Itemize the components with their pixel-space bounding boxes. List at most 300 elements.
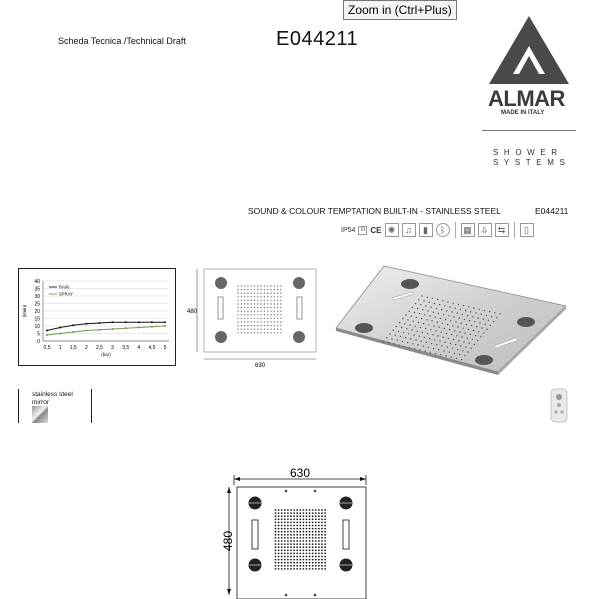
nozzle xyxy=(418,299,419,300)
legend-label: RAIN xyxy=(59,284,70,290)
nozzle xyxy=(281,556,283,558)
nozzle xyxy=(427,310,428,311)
nozzle xyxy=(318,546,320,548)
nozzle xyxy=(244,318,245,319)
big-width-label: 630 xyxy=(289,466,311,480)
nozzle xyxy=(321,565,323,567)
nozzle xyxy=(417,344,418,345)
nozzle xyxy=(309,525,311,527)
nozzle xyxy=(422,309,423,310)
nozzle xyxy=(274,289,275,290)
nozzle xyxy=(441,345,442,346)
nozzle xyxy=(471,325,472,326)
nozzle xyxy=(237,293,238,294)
nozzle xyxy=(318,522,320,524)
nozzle xyxy=(312,525,314,527)
nozzle xyxy=(303,537,305,539)
nozzle xyxy=(455,344,456,345)
nozzle xyxy=(321,543,323,545)
nozzle xyxy=(463,305,464,306)
nozzle xyxy=(244,332,245,333)
nozzle xyxy=(244,300,245,301)
nozzle xyxy=(267,307,268,308)
nozzle xyxy=(443,314,444,315)
nozzle xyxy=(264,285,265,286)
nozzle xyxy=(436,308,437,309)
nozzle xyxy=(432,334,433,335)
nozzle xyxy=(260,318,261,319)
nozzle xyxy=(461,359,462,360)
nozzle xyxy=(306,531,308,533)
nozzle xyxy=(290,509,292,511)
nozzle xyxy=(318,556,320,558)
nozzle xyxy=(324,559,326,561)
nozzle xyxy=(284,518,286,520)
small-width-label: 630 xyxy=(254,363,266,368)
nozzle xyxy=(428,347,429,348)
nozzle xyxy=(270,332,271,333)
brand-systems-line1: SHOWER xyxy=(493,148,563,157)
nozzle xyxy=(281,531,283,533)
nozzle xyxy=(284,543,286,545)
nozzle xyxy=(275,546,277,548)
nozzle xyxy=(278,565,280,567)
nozzle xyxy=(309,565,311,567)
nozzle xyxy=(425,351,426,352)
nozzle xyxy=(459,318,460,319)
nozzle xyxy=(473,307,474,308)
nozzle xyxy=(284,562,286,564)
nozzle xyxy=(284,546,286,548)
nozzle xyxy=(296,565,298,567)
nozzle xyxy=(403,332,404,333)
nozzle xyxy=(287,568,289,570)
nozzle xyxy=(254,300,255,301)
nozzle xyxy=(284,553,286,555)
nozzle xyxy=(281,518,283,520)
nozzle xyxy=(293,562,295,564)
data-point-spray xyxy=(85,330,87,332)
nozzle xyxy=(296,562,298,564)
nozzle xyxy=(425,305,426,306)
nozzle xyxy=(303,528,305,530)
nozzle xyxy=(257,318,258,319)
nozzle xyxy=(415,339,416,340)
nozzle xyxy=(247,300,248,301)
nozzle xyxy=(437,299,438,300)
nozzle xyxy=(254,321,255,322)
light-bulb-icon: ✺ xyxy=(385,223,399,237)
nozzle xyxy=(257,329,258,330)
nozzle xyxy=(274,311,275,312)
nozzle xyxy=(244,296,245,297)
nozzle xyxy=(306,553,308,555)
nozzle xyxy=(393,330,394,331)
nozzle xyxy=(241,293,242,294)
nozzle xyxy=(396,326,397,327)
nozzle xyxy=(315,562,317,564)
nozzle xyxy=(281,525,283,527)
nozzle xyxy=(303,562,305,564)
nozzle xyxy=(247,329,248,330)
big-height-label: 480 xyxy=(221,530,235,552)
nozzle xyxy=(241,285,242,286)
nozzle xyxy=(446,310,447,311)
brand-name: ALMAR xyxy=(488,86,565,111)
nozzle xyxy=(459,331,460,332)
nozzle xyxy=(281,540,283,542)
nozzle xyxy=(275,565,277,567)
nozzle xyxy=(264,307,265,308)
nozzle xyxy=(290,515,292,517)
nozzle xyxy=(318,543,320,545)
nozzle xyxy=(324,553,326,555)
nozzle xyxy=(296,546,298,548)
nozzle xyxy=(278,559,280,561)
nozzle xyxy=(275,540,277,542)
nozzle xyxy=(480,336,481,337)
nozzle xyxy=(437,335,438,336)
data-point-rain xyxy=(125,321,127,323)
nozzle xyxy=(309,546,311,548)
nozzle xyxy=(270,285,271,286)
nozzle xyxy=(274,296,275,297)
nozzle xyxy=(274,321,275,322)
nozzle xyxy=(309,553,311,555)
nozzle xyxy=(414,312,415,313)
nozzle xyxy=(280,296,281,297)
nozzle xyxy=(383,341,384,342)
nozzle xyxy=(312,562,314,564)
nozzle xyxy=(281,515,283,517)
nozzle xyxy=(280,314,281,315)
nozzle xyxy=(284,537,286,539)
nozzle xyxy=(284,509,286,511)
nozzle xyxy=(474,344,475,345)
nozzle xyxy=(287,525,289,527)
nozzle xyxy=(409,324,410,325)
nozzle xyxy=(436,344,437,345)
nozzle xyxy=(284,531,286,533)
nozzle xyxy=(287,522,289,524)
nozzle xyxy=(299,531,301,533)
nozzle xyxy=(324,515,326,517)
nozzle xyxy=(453,303,454,304)
nozzle xyxy=(454,330,455,331)
nozzle xyxy=(487,329,488,330)
nozzle xyxy=(465,346,466,347)
nozzle xyxy=(306,509,308,511)
x-axis-label: (bar) xyxy=(101,352,111,357)
nozzle xyxy=(404,346,405,347)
nozzle xyxy=(237,318,238,319)
nozzle xyxy=(324,531,326,533)
nozzle xyxy=(324,549,326,551)
nozzle xyxy=(458,340,459,341)
nozzle xyxy=(419,336,420,337)
nozzle xyxy=(303,565,305,567)
nozzle xyxy=(280,311,281,312)
nozzle xyxy=(402,318,403,319)
nozzle xyxy=(312,518,314,520)
data-point-rain xyxy=(85,323,87,325)
material-frame-right xyxy=(91,389,92,423)
nozzle xyxy=(281,509,283,511)
x-tick-label: 2,5 xyxy=(95,345,103,351)
y-tick-label: 30 xyxy=(34,293,40,300)
nozzle xyxy=(257,314,258,315)
nozzle xyxy=(306,568,308,570)
data-point-spray xyxy=(164,325,166,327)
nozzle xyxy=(237,289,238,290)
nozzle xyxy=(421,318,422,319)
nozzle xyxy=(293,553,295,555)
nozzle xyxy=(244,285,245,286)
nozzle xyxy=(237,285,238,286)
nozzle xyxy=(399,345,400,346)
nozzle xyxy=(477,317,478,318)
nozzle xyxy=(277,332,278,333)
nozzle xyxy=(422,332,423,333)
nozzle xyxy=(315,537,317,539)
material-name: stainless steel xyxy=(32,391,73,398)
nozzle xyxy=(318,549,320,551)
nozzle xyxy=(290,559,292,561)
nozzle xyxy=(449,306,450,307)
nozzle xyxy=(296,518,298,520)
x-tick-label: 4,5 xyxy=(148,345,156,351)
nozzle xyxy=(455,308,456,309)
nozzle xyxy=(303,553,305,555)
nozzle xyxy=(410,338,411,339)
nozzle xyxy=(293,543,295,545)
nozzle xyxy=(293,546,295,548)
nozzle xyxy=(296,559,298,561)
nozzle xyxy=(278,509,280,511)
nozzle xyxy=(296,515,298,517)
nozzle xyxy=(415,303,416,304)
nozzle xyxy=(321,512,323,514)
nozzle xyxy=(280,321,281,322)
nozzle xyxy=(431,320,432,321)
nozzle xyxy=(457,326,458,327)
material-finish: mirror xyxy=(32,399,49,406)
nozzle xyxy=(254,303,255,304)
nozzle xyxy=(264,325,265,326)
nozzle xyxy=(324,518,326,520)
nozzle xyxy=(451,311,452,312)
nozzle xyxy=(431,343,432,344)
nozzle xyxy=(315,509,317,511)
nozzle xyxy=(439,327,440,328)
nozzle xyxy=(251,318,252,319)
nozzle xyxy=(467,315,468,316)
nozzle xyxy=(306,543,308,545)
nozzle xyxy=(274,314,275,315)
nozzle xyxy=(321,531,323,533)
nozzle xyxy=(241,296,242,297)
nozzle xyxy=(277,311,278,312)
nozzle xyxy=(274,332,275,333)
nozzle xyxy=(429,315,430,316)
y-tick-label: 20 xyxy=(34,308,40,315)
nozzle xyxy=(440,354,441,355)
nozzle xyxy=(426,319,427,320)
nozzle xyxy=(449,329,450,330)
nozzle xyxy=(315,540,317,542)
nozzle xyxy=(299,562,301,564)
nozzle xyxy=(287,531,289,533)
nozzle xyxy=(275,537,277,539)
nozzle xyxy=(418,322,419,323)
nozzle xyxy=(254,314,255,315)
nozzle xyxy=(278,546,280,548)
nozzle xyxy=(264,303,265,304)
icon-separator xyxy=(514,222,515,238)
nozzle xyxy=(260,307,261,308)
nozzle xyxy=(303,559,305,561)
nozzle xyxy=(471,348,472,349)
legend-label: SPRAY xyxy=(59,291,73,297)
product-perspective-image xyxy=(334,262,570,376)
nozzle xyxy=(277,321,278,322)
nozzle xyxy=(318,540,320,542)
nozzle xyxy=(237,303,238,304)
nozzle xyxy=(278,537,280,539)
nozzle xyxy=(474,321,475,322)
data-point-spray xyxy=(59,333,61,335)
nozzle xyxy=(299,522,301,524)
nozzle xyxy=(318,534,320,536)
nozzle xyxy=(237,296,238,297)
nozzle xyxy=(312,568,314,570)
nozzle xyxy=(441,309,442,310)
nozzle xyxy=(303,546,305,548)
nozzle xyxy=(247,332,248,333)
nozzle xyxy=(445,319,446,320)
nozzle xyxy=(312,528,314,530)
data-point-rain xyxy=(151,321,153,323)
nozzle xyxy=(318,525,320,527)
nozzle xyxy=(318,553,320,555)
nozzle xyxy=(430,352,431,353)
nozzle xyxy=(315,543,317,545)
nozzle xyxy=(270,303,271,304)
nozzle xyxy=(277,285,278,286)
nozzle xyxy=(467,351,468,352)
front-view-drawing xyxy=(182,266,322,368)
nozzle xyxy=(321,568,323,570)
nozzle xyxy=(277,296,278,297)
nozzle xyxy=(296,568,298,570)
y-axis-label: (l/min) xyxy=(22,304,27,318)
nozzle xyxy=(456,335,457,336)
nozzle xyxy=(423,346,424,347)
nozzle xyxy=(260,332,261,333)
nozzle xyxy=(293,559,295,561)
flow-switch-icon: ⇆ xyxy=(495,223,509,237)
nozzle xyxy=(274,307,275,308)
nozzle xyxy=(299,565,301,567)
remote-control-image xyxy=(548,388,570,424)
y-tick-label: 40 xyxy=(34,278,40,285)
nozzle xyxy=(251,325,252,326)
nozzle xyxy=(280,303,281,304)
nozzle xyxy=(411,329,412,330)
nozzle xyxy=(284,525,286,527)
nozzle xyxy=(247,307,248,308)
nozzle xyxy=(280,307,281,308)
nozzle xyxy=(433,312,434,313)
nozzle xyxy=(247,318,248,319)
nozzle xyxy=(277,325,278,326)
nozzle xyxy=(447,301,448,302)
x-tick-label: 4 xyxy=(137,345,141,351)
nozzle xyxy=(464,319,465,320)
nozzle xyxy=(309,522,311,524)
nozzle xyxy=(443,350,444,351)
nozzle xyxy=(270,289,271,290)
nozzle xyxy=(386,337,387,338)
feature-icon-row xyxy=(341,220,534,240)
music-icon: ♫ xyxy=(402,223,416,237)
nozzle xyxy=(254,289,255,290)
nozzle xyxy=(321,537,323,539)
nozzle xyxy=(275,568,277,570)
nozzle xyxy=(251,303,252,304)
nozzle xyxy=(484,310,485,311)
nozzle xyxy=(448,315,449,316)
nozzle xyxy=(281,528,283,530)
nozzle xyxy=(278,540,280,542)
nozzle xyxy=(452,325,453,326)
nozzle xyxy=(306,549,308,551)
nozzle xyxy=(284,522,286,524)
nozzle xyxy=(481,314,482,315)
nozzle xyxy=(296,525,298,527)
nozzle xyxy=(423,300,424,301)
nozzle xyxy=(458,304,459,305)
nozzle xyxy=(472,316,473,317)
nozzle xyxy=(264,300,265,301)
nozzle xyxy=(244,325,245,326)
nozzle xyxy=(309,559,311,561)
nozzle xyxy=(483,332,484,333)
nozzle xyxy=(306,562,308,564)
nozzle xyxy=(318,565,320,567)
nozzle xyxy=(412,307,413,308)
nozzle xyxy=(455,321,456,322)
data-point-rain xyxy=(46,330,48,332)
nozzle xyxy=(463,328,464,329)
nozzle xyxy=(419,349,420,350)
nozzle xyxy=(309,562,311,564)
nozzle xyxy=(312,559,314,561)
nozzle xyxy=(493,321,494,322)
nozzle xyxy=(290,546,292,548)
nozzle xyxy=(401,327,402,328)
nozzle xyxy=(257,303,258,304)
nozzle xyxy=(293,534,295,536)
nozzle xyxy=(306,515,308,517)
nozzle xyxy=(315,512,317,514)
nozzle xyxy=(312,565,314,567)
nozzle xyxy=(435,330,436,331)
nozzle xyxy=(260,314,261,315)
nozzle xyxy=(309,509,311,511)
nozzle xyxy=(275,549,277,551)
nozzle xyxy=(257,289,258,290)
